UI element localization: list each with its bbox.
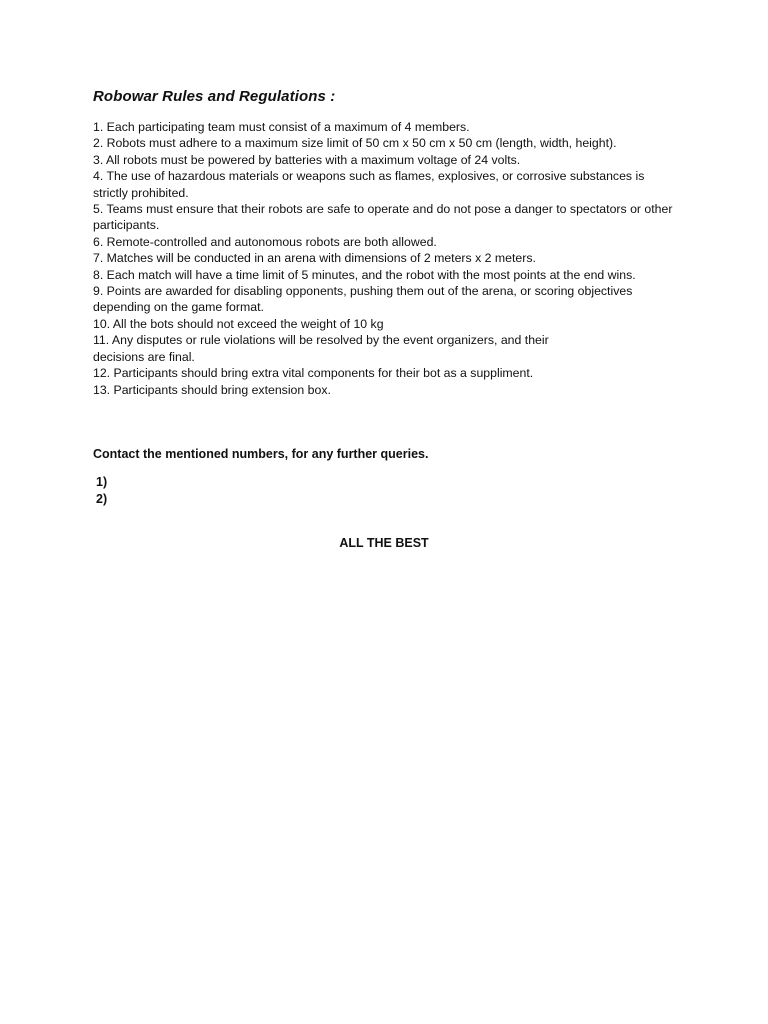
rule-item: 6. Remote-controlled and autonomous robots are both allowed. (93, 234, 437, 249)
contact-heading: Contact the mentioned numbers, for any further queries. (93, 447, 429, 461)
rules-list (93, 119, 675, 398)
contact-number-list (96, 474, 107, 507)
rule-item: 9. Points are awarded for disabling opponents, pushing them out of the arena, or scoring objectives depending on the game format. (93, 284, 633, 315)
rule-item: 12. Participants should bring extra vital components for their bot as a suppliment. (93, 366, 534, 381)
rule-item: 13. Participants should bring extension box. (93, 382, 331, 397)
rule-item: 4. The use of hazardous materials or weapons such as flames, explosives, or corrosive substances is strictly prohibited. (93, 169, 645, 200)
rule-item: 10. All the bots should not exceed the weight of 10 kg (93, 316, 384, 331)
rule-item: 8. Each match will have a time limit of 5 minutes, and the robot with the most points at the end wins. (93, 267, 636, 282)
document-title: Robowar Rules and Regulations : (93, 88, 336, 105)
contact-number-item: 2) (96, 491, 108, 506)
rule-item: 5. Teams must ensure that their robots are safe to operate and do not pose a danger to spectators or other participants. (93, 202, 673, 233)
contact-number-item: 1) (96, 475, 108, 489)
rule-item-continuation: decisions are final. (93, 349, 195, 364)
rule-item: 2. Robots must adhere to a maximum size limit of 50 cm x 50 cm x 50 cm (length, width, height). (93, 136, 617, 151)
rule-item: 3. All robots must be powered by batteries with a maximum voltage of 24 volts. (93, 152, 521, 167)
rule-item: 11. Any disputes or rule violations will be resolved by the event organizers, and their (93, 333, 549, 348)
rule-item: 1. Each participating team must consist of a maximum of 4 members. (93, 120, 470, 134)
rule-item: 7. Matches will be conducted in an arena with dimensions of 2 meters x 2 meters. (93, 251, 536, 266)
closing-message: ALL THE BEST (339, 536, 429, 550)
